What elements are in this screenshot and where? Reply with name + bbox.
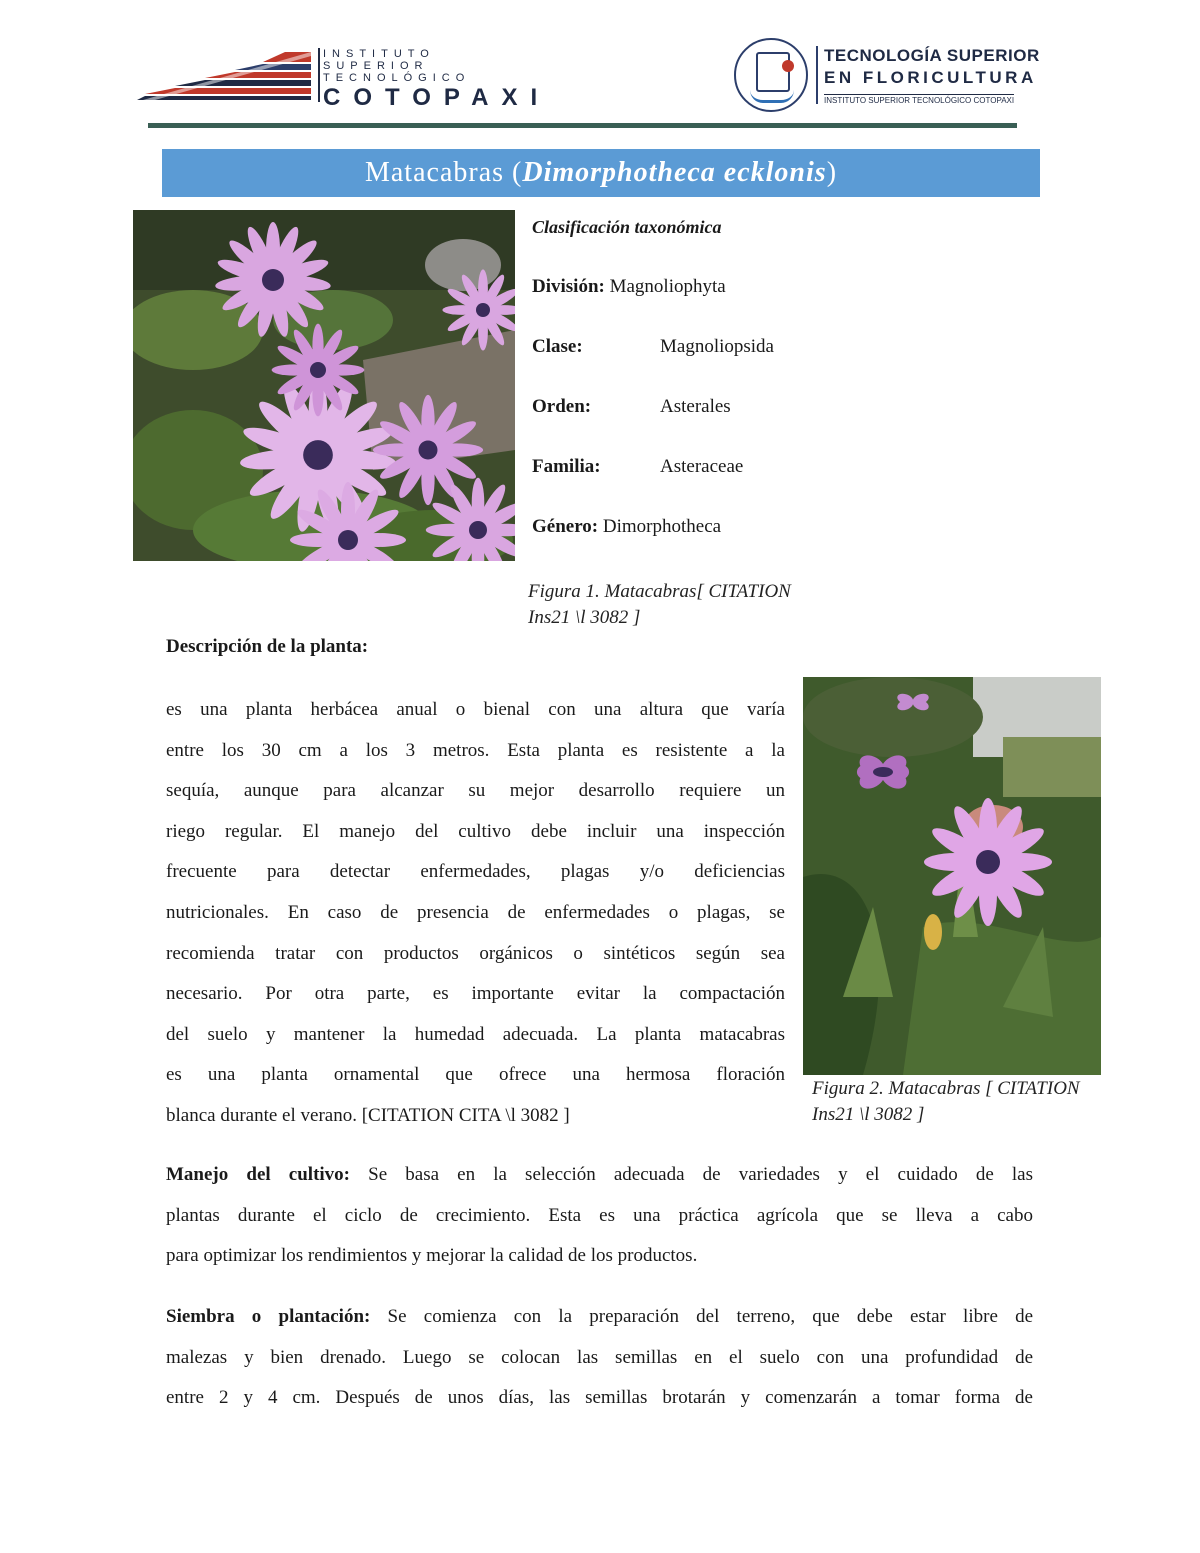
institute-logo [135,44,555,111]
description-line: recomienda tratar con productos orgánicos o sintéticos según sea [166,942,785,964]
floriculture-emblem-icon [734,38,808,112]
program-logo [734,38,1040,112]
program-line-2: EN FLORICULTURA [824,68,1037,87]
figure-2-caption-line-2: Ins21 \l 3082 ] [812,1104,925,1125]
description-line: sequía, aunque para alcanzar su mejor desarrollo requiere un [166,780,785,802]
description-line: nutricionales. En caso de presencia de enfermedades o plagas, se [166,901,785,923]
description-line: necesario. Por otra parte, es importante evitar la compactación [166,983,785,1005]
division-label: División: [532,276,605,297]
title-common-name: Matacabras ( [364,157,523,188]
figure-2-photo [803,677,1101,1075]
manejo-line: para optimizar los rendimientos y mejorar la calidad de los productos. [166,1245,698,1267]
division-value: Magnoliophyta [609,276,726,297]
daisy-photo-icon [133,210,515,561]
clase-value: Magnoliopsida [660,336,774,357]
daisy-closeup-photo-icon [803,677,1101,1075]
genero-value: Dimorphotheca [602,516,722,537]
title-scientific-name: Dimorphotheca ecklonis [522,157,827,188]
description-line: es una planta herbácea anual o bienal con una altura que varía [166,699,785,720]
description-line: del suelo y mantener la humedad adecuada. La planta matacabras [166,1023,785,1045]
figure-2-caption [812,1076,1080,1128]
familia-value: Asteraceae [660,456,744,477]
siembra-line-1 [166,1297,1033,1338]
orden-value: Asterales [660,396,731,417]
program-logo-divider [816,46,818,104]
roof-stripes-icon [135,46,313,102]
logo-divider [318,48,320,102]
siembra-line: Se comienza con la preparación del terreno, que debe estar libre de [370,1306,1034,1327]
header-rule [148,123,1017,128]
description-line: frecuente para detectar enfermedades, plagas y/o deficiencias [166,861,785,883]
description-line: riego regular. El manejo del cultivo debe incluir una inspección [166,820,785,842]
figure-1-photo [133,210,515,561]
program-line-1: TECNOLOGÍA SUPERIOR [824,46,1040,65]
institute-name: COTOPAXI [323,84,551,111]
figure-1-caption-line-1: Figura 1. Matacabras[ CITATION [528,581,791,602]
description-body [166,690,785,1137]
manejo-line: plantas durante el ciclo de crecimiento. Esta es una práctica agrícola que se lleva a cabo [166,1204,1033,1226]
taxonomy-genero [532,516,721,538]
figure-2-caption-line-1: Figura 2. Matacabras [ CITATION [812,1078,1080,1099]
institute-line-1: INSTITUTO [323,48,435,60]
clase-label: Clase: [532,336,583,357]
siembra-line: entre 2 y 4 cm. Después de unos días, las semillas brotarán y comenzarán a tomar forma de [166,1387,1033,1409]
manejo-line: Se basa en la selección adecuada de variedades y el cuidado de las [350,1164,1033,1185]
description-line: entre los 30 cm a los 3 metros. Esta planta es resistente a la [166,739,785,761]
figure-1-caption [528,579,791,631]
program-line-3: INSTITUTO SUPERIOR TECNOLÓGICO COTOPAXI [824,96,1015,105]
description-line: blanca durante el verano. [CITATION CITA \l 3082 ] [166,1104,570,1126]
siembra-line: malezas y bien drenado. Luego se colocan las semillas en el suelo con una profundidad de [166,1346,1033,1368]
page-title [162,149,1040,197]
siembra-label: Siembra o plantación: [166,1306,371,1327]
title-close: ) [826,157,838,188]
description-heading: Descripción de la planta: [166,636,369,657]
institute-line-2: SUPERIOR TECNOLÓGICO [323,60,471,84]
taxonomy-division [532,276,726,298]
taxonomy-heading: Clasificación taxonómica [532,217,722,237]
siembra-paragraph [166,1297,1033,1419]
description-line: es una planta ornamental que ofrece una hermosa floración [166,1064,785,1086]
manejo-line-1 [166,1155,1033,1196]
manejo-paragraph [166,1155,1033,1277]
orden-label: Orden: [532,396,592,417]
manejo-label: Manejo del cultivo: [166,1164,351,1185]
familia-label: Familia: [532,456,601,477]
figure-1-caption-line-2: Ins21 \l 3082 ] [528,607,641,628]
genero-label: Género: [532,516,599,537]
